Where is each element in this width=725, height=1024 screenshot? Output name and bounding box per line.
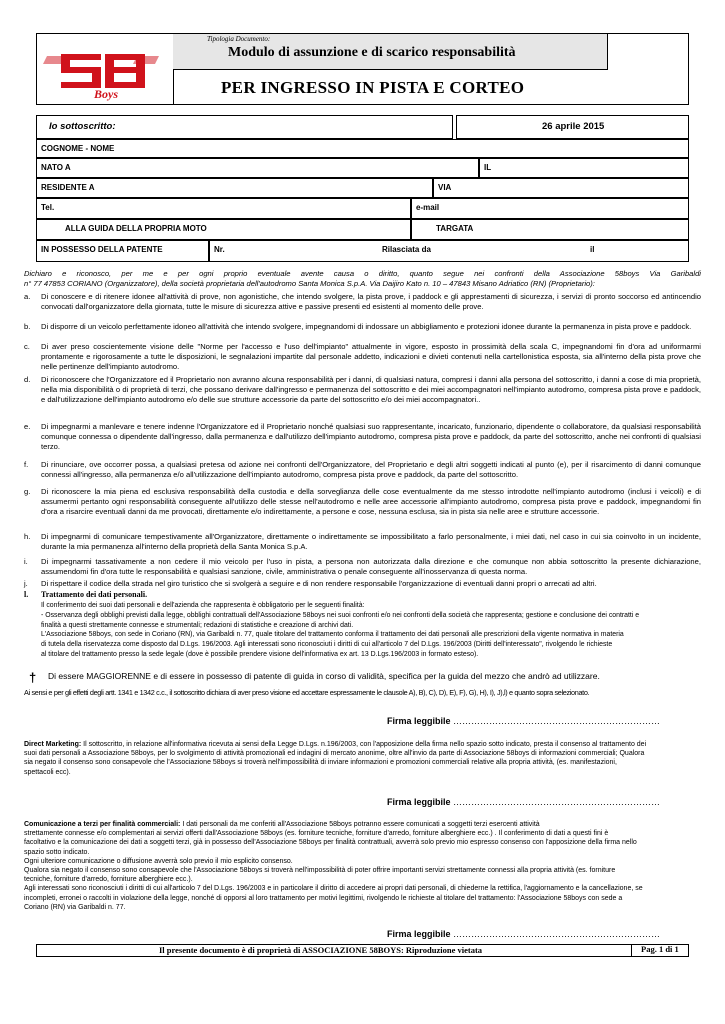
item-marker: c. bbox=[24, 342, 30, 351]
item-marker: i. bbox=[24, 557, 28, 566]
firma-1-label: Firma leggibile bbox=[387, 716, 451, 726]
com-line-1: strettamente connesse e/o complementari ai servizi offerti dall'Associazione 58boys (es. forniture tecniche, forniture d'arredo, forniture alberghiere ecc.) . Il conferimento di dati a questi fini è bbox=[24, 830, 609, 838]
cognome-nome-field[interactable] bbox=[36, 139, 689, 158]
tel-label: Tel. bbox=[41, 203, 55, 212]
com-text-0: I dati personali da me conferiti all'Associazione 58boys potranno essere comunicati a soggetti terzi esercenti attività bbox=[180, 821, 540, 828]
dm-line-3: spettacoli ecc). bbox=[24, 768, 71, 776]
maggiorenne-statement: Di essere MAGGIORENNE e di essere in possesso di patente di guida in corso di validità, specifica per la guida del mezzo che andrò ad utilizzare. bbox=[48, 671, 600, 681]
com-line-3: spazio sotto indicato. bbox=[24, 848, 90, 856]
document-footer bbox=[36, 944, 689, 957]
dm-title: Direct Marketing: bbox=[24, 741, 82, 748]
patente-field[interactable] bbox=[209, 240, 689, 262]
item-text: Di impegnarmi a manlevare e tenere indenne l'Organizzatore ed il Proprietario nonché qualsiasi suo rappresentante, incaricato, funzionario, dipendente o collaboratore, da qualsiasi responsabilità comunque connessa o dipendente dall'ingresso, dalla permanenza e dall'utilizzo dell'impianto autodromo, compresa pista prove e paddock, da parte del sottoscritto, anche nei confronti di qualsiasi terzo. bbox=[41, 422, 701, 452]
email-label: e-mail bbox=[416, 203, 440, 212]
firma-1[interactable] bbox=[387, 716, 660, 726]
item-marker: h. bbox=[24, 532, 31, 541]
logo-boys-text: Boys bbox=[94, 87, 118, 101]
nato-a-label: NATO A bbox=[41, 163, 71, 172]
com-line-0 bbox=[24, 820, 701, 829]
item-text: Di impegnarmi di comunicare tempestivamente all'Organizzatore, direttamente o indirettamente se impossibilitato a farlo personalmente, i miei dati, nel caso in cui sia coinvolto in un incidente, durante la mia permanenza all'interno della proprietà della Santa Monica S.p.A. bbox=[41, 532, 701, 552]
item-marker: g. bbox=[24, 487, 31, 496]
item-text: Di rinunciare, ove occorrer possa, a qualsiasi pretesa od azione nei confronti dell'Organizzatore, del Proprietario e degli altri soggetti indicati al punto (e), per il risarcimento di danni comunque connessi all'ingresso, alla permanenza e/o all'utilizzazione dell'impianto autodromo, compresa pista prove e paddock, da parte del sottoscritto. bbox=[41, 460, 701, 480]
item-text: Di rispettare il codice della strada nel giro turistico che si svolgerà a seguire e di non rendere responsabile l'organizzazione di eventuali danni propri o arrecati ad altri. bbox=[41, 579, 597, 588]
com-line-8: incompleti, erronei o raccolti in violazione della legge, nonché di opporsi al loro trattamento per motivi legittimi, rivolgendo le richieste al titolare del trattamento: l'Associazione 58boys con sede a bbox=[24, 894, 623, 902]
cognome-nome-label: COGNOME - NOME bbox=[41, 144, 115, 153]
privacy-line: Il conferimento dei suoi dati personali e dell'azienda che rappresenta è obbligatorio per le seguenti finalità: bbox=[41, 602, 365, 609]
item-text: Di riconoscere la mia piena ed esclusiva responsabilità della custodia e della sorveglianza delle cose eventualmente da me stesso introdotte nell'impianto autodromo (inclusi i veicoli) e di assumermi pertanto ogni responsabilità conseguente all'utilizzo delle stesse nell'autodromo e nelle aree accessorie all'impianto autodromo, compresa pista prove e paddock, impegnandomi fin d'ora a risarcire eventuali danni da me provocati, direttamente e/o indirettamente, a persone e cose, nessuna esclusa, sia in pista sia nelle aree e strutture accessorie. bbox=[41, 487, 701, 517]
moto-field[interactable] bbox=[36, 219, 411, 240]
sottoscritto-label: Io sottoscritto: bbox=[36, 115, 453, 139]
tel-field[interactable] bbox=[36, 198, 411, 219]
rilasciata-da-label: Rilasciata da bbox=[382, 245, 431, 254]
firma-3-line: …………………………………………………………… bbox=[453, 929, 661, 939]
firma-1-line: …………………………………………………………… bbox=[453, 716, 661, 726]
com-line-4: Ogni ulteriore comunicazione o diffusione avverrà solo previo il mio esplicito consenso. bbox=[24, 857, 293, 865]
page-number: Pag. 1 di 1 bbox=[631, 944, 679, 957]
comunicazione-block bbox=[24, 820, 701, 912]
item-marker: a. bbox=[24, 292, 31, 301]
nato-a-field[interactable] bbox=[36, 158, 479, 178]
privacy-line: al titolare del trattamento presso la sede legale (dove è possibile prendere visione dell'informativa ex art. 13 D.Lgs.196/2003 in formato esteso). bbox=[41, 651, 479, 658]
footer-text: Il presente documento è di proprietà di ASSOCIAZIONE 58BOYS: Riproduzione vietata bbox=[159, 945, 483, 955]
doc-type-label: Tipologia Documento: bbox=[207, 35, 271, 43]
firma-3-label: Firma leggibile bbox=[387, 929, 451, 939]
email-field[interactable] bbox=[411, 198, 689, 219]
declaration-intro bbox=[24, 269, 701, 289]
dagger-icon: † bbox=[29, 670, 37, 685]
item-text: Di aver preso coscientemente visione delle "Norme per l'accesso e l'uso dell'impianto" attualmente in vigore, esposto in prossimità della scala C, impegnandomi fin d'ora ad uniformarmi prontamente e rigorosamente a tutte le disposizioni, le segnalazioni impartite dal personale addetto, indicazioni e divieti contenuti nella cartellonistica esposta, sia all'interno della pista prove che nelle pertinenze dell'impianto autodromo. bbox=[41, 342, 701, 372]
com-title: Comunicazione a terzi per finalità commerciali: bbox=[24, 821, 181, 828]
via-field[interactable] bbox=[433, 178, 689, 198]
date-field[interactable]: 26 aprile 2015 bbox=[456, 115, 689, 139]
dm-line-0 bbox=[24, 740, 701, 749]
item-marker: b. bbox=[24, 322, 31, 331]
targata-label: TARGATA bbox=[436, 224, 474, 233]
firma-2-line: …………………………………………………………… bbox=[453, 797, 661, 807]
via-label: VIA bbox=[438, 183, 452, 192]
item-marker: d. bbox=[24, 375, 31, 384]
item-marker: f. bbox=[24, 460, 29, 469]
direct-marketing-block bbox=[24, 740, 701, 777]
privacy-title: Trattamento dei dati personali. bbox=[41, 590, 148, 599]
com-line-2: facoltativo e la comunicazione dei dati a soggetti terzi, già in possesso dell'Associazione 58boys per finalità contrattuali, avverrà solo previo mio espresso consenso con l'apposizione della firma nello bbox=[24, 839, 637, 847]
dm-text-0: Il sottoscritto, in relazione all'informativa ricevuta ai sensi della Legge D.Lgs. n.196/2003, con l'apposizione della firma nello spazio sotto indicato, presta il consenso al trattamento dei bbox=[81, 741, 647, 748]
dm-line-2: sia negato il consenso sono consapevole che l'Associazione 58boys si troverà nell'impossibilità di inviare informazioni e promozioni commerciali relative alla propria attività, (es. manifestazioni, bbox=[24, 759, 617, 767]
guida-moto-label: ALLA GUIDA DELLA PROPRIA MOTO bbox=[65, 224, 207, 233]
item-text: Di disporre di un veicolo perfettamente idoneo all'attività che intendo svolgere, impegnandomi di indossare un abbigliamento e protezioni idonee durante la permanenza in pista prove e paddock. bbox=[41, 322, 692, 331]
firma-2[interactable] bbox=[387, 797, 660, 807]
item-marker: e. bbox=[24, 422, 31, 431]
nr-label: Nr. bbox=[214, 245, 225, 254]
dm-line-1: suoi dati personali a Associazione 58boys, per lo svolgimento di attività promozionali ed indagini di mercato anonime, oltre all'invio da parte di Associazione 58boys di informazioni commerciali; Qualora bbox=[24, 750, 645, 758]
privacy-line: di tutela della riservatezza come disposto dal D.Lgs. 196/2003. Agli interessati sono riconosciuti i diritti di cui all'articolo 7 del D.Lgs. 196/2003 (Diritti dell'interessato", rivolgendo le richieste bbox=[41, 641, 613, 649]
com-line-9: Coriano (RN) via Garibaldi n. 77. bbox=[24, 903, 126, 911]
item-text: Di impegnarmi tassativamente a non cedere il mio veicolo per l'uso in pista, a persona non autorizzata dalla direzione e che comunque non abbia sottoscritto la presente dichiarazione, assumendomi fin d'ora tutte le responsabilità e qualsiasi sanzione, civile, amministrativa o penale conseguente all'inosservanza di questa norma. bbox=[41, 557, 701, 577]
il-field[interactable] bbox=[479, 158, 689, 178]
item-text: Di riconoscere che l'Organizzatore ed il Proprietario non avranno alcuna responsabilità per i danni, di qualsiasi natura, compresi i danni alla persona del sottoscritto, i danni a cose di mia proprietà, nella mia disponibilità o di proprietà di terzi, che possano derivare dall'ingresso e permanenza del sottoscritto e dei miei accompagnatori nell'impianto autodromo, compresa pista prove e paddock, e dall'utilizzazione dell'impianto autodromo e/o delle sue strutture accessorie da parte del sottoscritto e/o dei miei accompagnatori.. bbox=[41, 375, 701, 405]
privacy-line: - Osservanza degli obblighi previsti dalla legge, obblighi contrattuali dell'Associazione 58boys nei suoi confronti e/o nei confronti della società che rappresenta; gestione e conclusione dei contratti e bbox=[41, 611, 640, 619]
main-title: PER INGRESSO IN PISTA E CORTEO bbox=[221, 78, 525, 97]
firma-3[interactable] bbox=[387, 929, 660, 939]
com-line-6: tecniche, forniture d'arredo, forniture alberghiere ecc.). bbox=[24, 876, 193, 884]
form-title: Modulo di assunzione e di scarico responsabilità bbox=[228, 45, 516, 60]
document-type-box bbox=[173, 34, 608, 70]
58boys-logo-graphic bbox=[37, 34, 173, 104]
intro-line-1: Dichiaro e riconosco, per me e per ogni proprio eventuale avente causa o diritto, quanto segue nei confronti della Associazione 58boys Via Garibaldi bbox=[24, 269, 701, 278]
residente-a-field[interactable] bbox=[36, 178, 433, 198]
intro-line-2: n° 77 47853 CORIANO (Organizzatore), della società proprietaria dell'autodromo Santa Monica S.p.A. Via Daijiro Kato n. 10 – 47843 Misano Adriatico (RN) (Proprietario): bbox=[24, 279, 595, 289]
clausole-statement: Ai sensi e per gli effetti degli artt. 1341 e 1342 c.c., il sottoscritto dichiara di aver preso visione ed accettare espressamente le clausole A), B), C), D), E), F), G), H), I), J),l) e quanto sopra selezionato. bbox=[24, 688, 590, 697]
item-text: Di conoscere e di ritenere idonee all'attività di prove, non agonistiche, che intendo svolgere, la pista prove, i paddock e gli apprestamenti di sicurezza, i servizi di pronto soccorso ed antincendio convocati dall'organizzatore della giornata, tutte le misure di sicurezza attive e passive presenti ed esistenti al momento delle prove. bbox=[41, 292, 701, 312]
il2-label: il bbox=[590, 245, 595, 254]
patente-label-cell bbox=[36, 240, 209, 262]
possesso-patente-label: IN POSSESSO DELLA PATENTE bbox=[41, 245, 163, 254]
privacy-line: finalità a questi strettamente connesse e strumentali; redazioni di statistiche e creazione di archivi dati. bbox=[41, 621, 354, 629]
document-header bbox=[36, 33, 689, 105]
com-line-7: Agli interessati sono riconosciuti i diritti di cui all'articolo 7 del D.Lgs. 196/2003 e in particolare il diritto di accedere ai propri dati personali, di chiederne la rettifica, l'aggiornamento e la cancellazione, se bbox=[24, 885, 643, 893]
privacy-marker: l. bbox=[24, 590, 29, 599]
com-line-5: Qualora sia negato il consenso sono consapevole che l'Associazione 58boys si troverà nell'impossibilità di poter offrire importanti servizi strettamente connessi alla propria attività (es. forniture bbox=[24, 867, 616, 875]
residente-a-label: RESIDENTE A bbox=[41, 183, 95, 192]
58boys-logo bbox=[37, 34, 174, 104]
privacy-line: L'Associazione 58boys, con sede in Coriano (RN), via Garibaldi n. 77, quale titolare del trattamento conforma il trattamento dei dati personali alle prescrizioni della vigente normativa in materia bbox=[41, 631, 624, 639]
item-marker: j. bbox=[24, 579, 28, 588]
il-label: IL bbox=[484, 163, 492, 172]
targata-field[interactable] bbox=[411, 219, 689, 240]
firma-2-label: Firma leggibile bbox=[387, 797, 451, 807]
